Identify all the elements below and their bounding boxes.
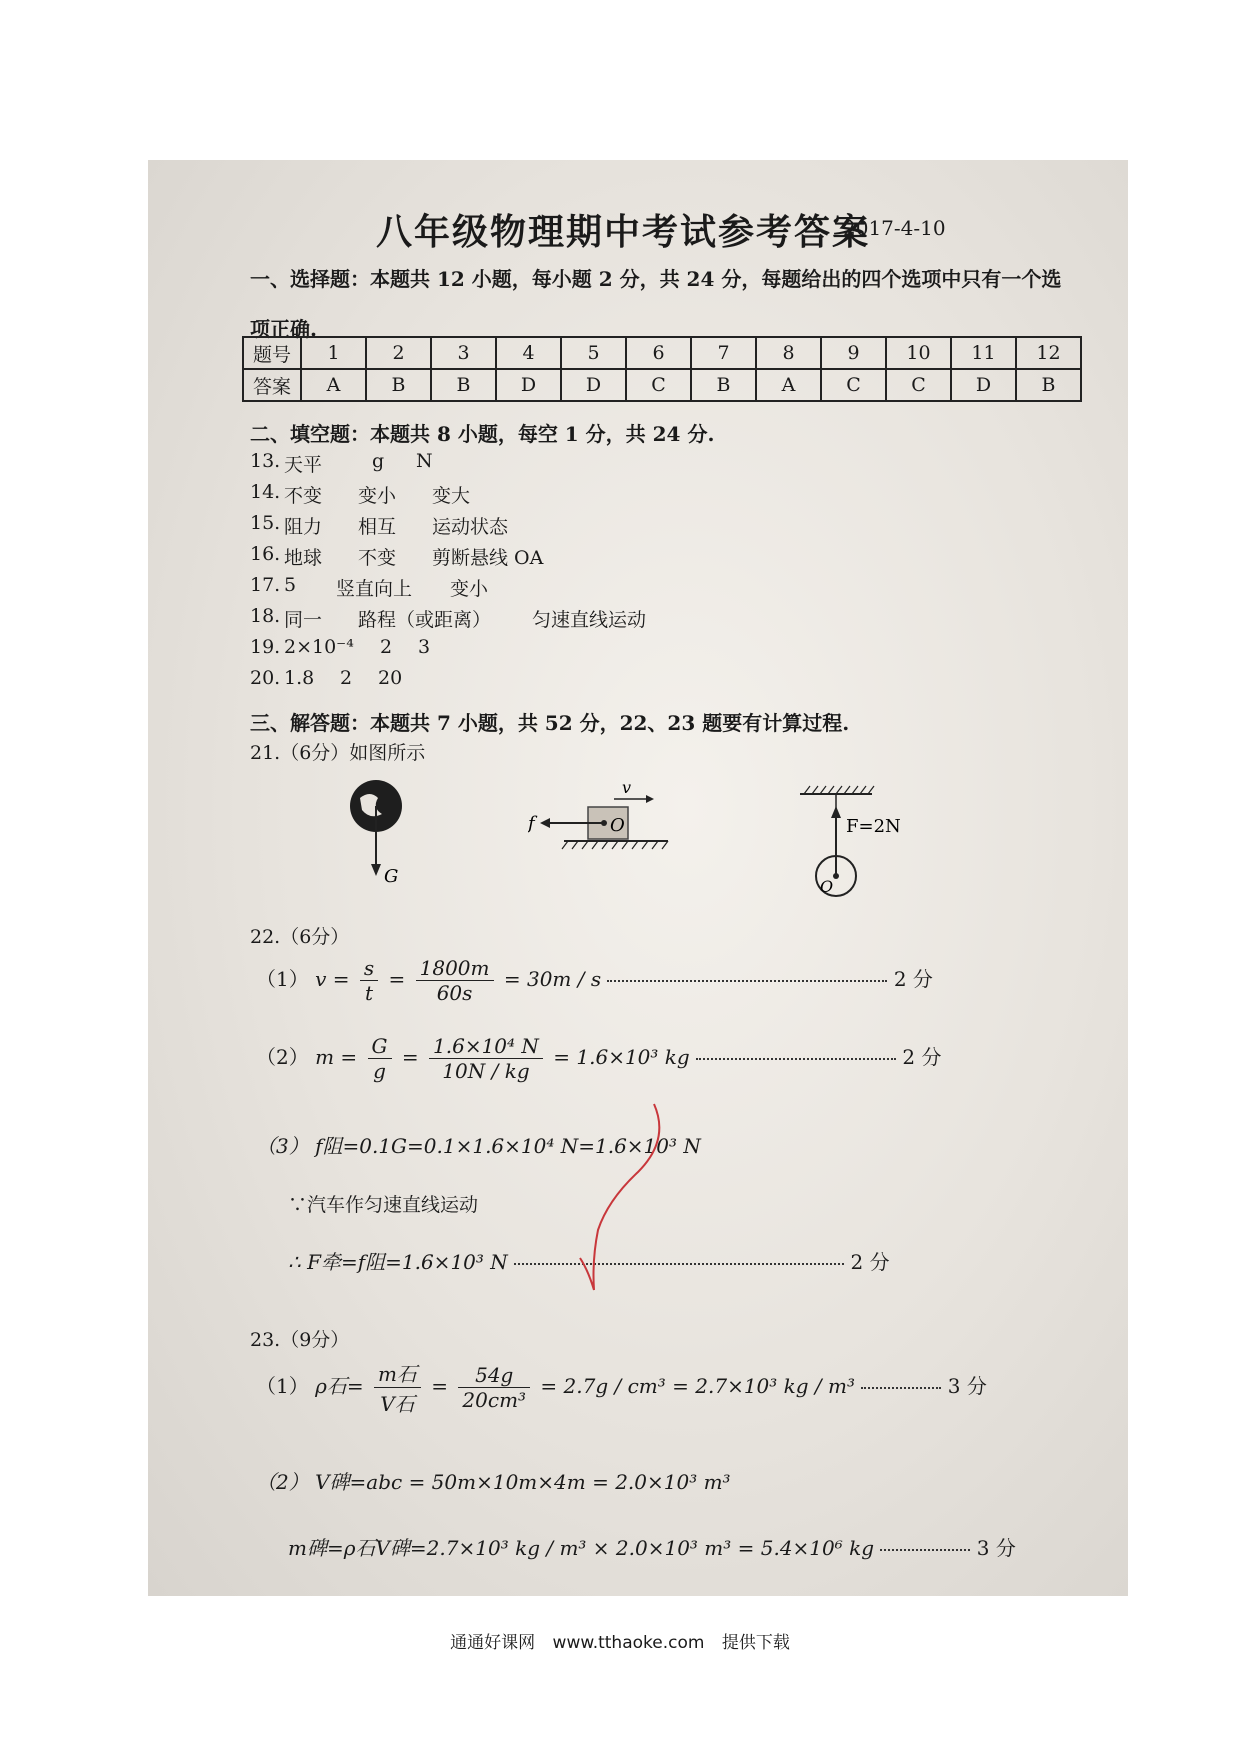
answer-blank: 天平 bbox=[284, 454, 323, 476]
score: 2 分 bbox=[902, 1045, 942, 1069]
table-cell: A bbox=[756, 369, 821, 401]
fraction bbox=[368, 1034, 392, 1083]
score: 2 分 bbox=[850, 1250, 890, 1274]
table-cell: D bbox=[951, 369, 1016, 401]
answer-blank: 变小 bbox=[450, 578, 489, 600]
answer-blank: 不变 bbox=[284, 485, 323, 507]
formula-result: = 2.7g / cm³ = 2.7×10³ kg / m³ bbox=[540, 1374, 856, 1398]
score: 3 分 bbox=[976, 1536, 1016, 1560]
formula-lhs: v = bbox=[315, 967, 350, 991]
fraction-numerator: s bbox=[360, 956, 378, 981]
figure-ball-gravity bbox=[348, 780, 428, 890]
dot-leader bbox=[861, 1387, 941, 1389]
answer-blank: 阻力 bbox=[284, 516, 323, 538]
table-cell: B bbox=[431, 369, 496, 401]
fraction bbox=[416, 956, 494, 1005]
formula: ∴ F牵=f阻=1.6×10³ N bbox=[288, 1250, 508, 1274]
part-tag: （2） bbox=[256, 1045, 309, 1069]
table-cell: 10 bbox=[886, 337, 951, 369]
fill-item bbox=[250, 450, 433, 476]
table-row-label: 答案 bbox=[243, 369, 301, 401]
answer-blank: g bbox=[372, 450, 385, 472]
fraction-denominator: g bbox=[373, 1059, 386, 1083]
table-cell: 7 bbox=[691, 337, 756, 369]
answer-blank: 匀速直线运动 bbox=[532, 609, 647, 631]
exam-date: 2017-4-10 bbox=[843, 216, 946, 240]
answer-blank: N bbox=[416, 450, 433, 472]
fill-item bbox=[250, 574, 489, 600]
fill-item bbox=[250, 481, 471, 507]
footer-site-name: 通通好课网 bbox=[450, 1633, 536, 1653]
tension-label: F=2N bbox=[846, 816, 901, 837]
item-number: 16. bbox=[250, 543, 281, 565]
friction-label: f bbox=[528, 813, 535, 834]
table-cell: 11 bbox=[951, 337, 1016, 369]
answer-blank: 相互 bbox=[358, 516, 397, 538]
block-origin-label: O bbox=[610, 815, 625, 836]
answer-blank: 变大 bbox=[432, 485, 471, 507]
formula-lhs: ρ石= bbox=[315, 1374, 364, 1398]
fraction-numerator: G bbox=[368, 1034, 392, 1059]
velocity-label: v bbox=[622, 778, 632, 797]
answer-blank: 运动状态 bbox=[432, 516, 509, 538]
ground-hatch bbox=[562, 841, 668, 849]
table-cell: C bbox=[821, 369, 886, 401]
item-number: 15. bbox=[250, 512, 281, 534]
answer-blank: 路程（或距离） bbox=[358, 609, 492, 631]
item-number: 18. bbox=[250, 605, 281, 627]
table-row-numbers bbox=[243, 337, 1081, 369]
score: 2 分 bbox=[893, 967, 933, 991]
answer-blank: 不变 bbox=[358, 547, 397, 569]
hanging-ball-center bbox=[833, 873, 839, 879]
answer-blank: 剪断悬线 OA bbox=[432, 547, 544, 569]
answer-blank: 20 bbox=[378, 667, 403, 689]
dot-leader bbox=[880, 1549, 970, 1551]
q22-part1: （1） v = $\frac{s}{t}$ = $\frac{1800m}{60s}$ = 30m / s 2 分 bbox=[256, 956, 933, 1005]
q22-part3-line2: ∵汽车作匀速直线运动 bbox=[288, 1194, 479, 1216]
table-cell: D bbox=[496, 369, 561, 401]
formula-result: = 1.6×10³ kg bbox=[553, 1045, 690, 1069]
score: 3 分 bbox=[947, 1374, 987, 1398]
table-cell: 9 bbox=[821, 337, 886, 369]
footer bbox=[0, 1628, 1240, 1653]
page-title: 八年级物理期中考试参考答案 bbox=[376, 211, 871, 253]
fraction-numerator: 1.6×10⁴ N bbox=[429, 1034, 543, 1059]
answer-blank: 竖直向上 bbox=[336, 578, 413, 600]
answer-blank: 1.8 bbox=[284, 667, 315, 689]
table-cell: C bbox=[626, 369, 691, 401]
fraction-numerator: 54g bbox=[458, 1363, 530, 1388]
q22-label: 22.（6分） bbox=[250, 926, 350, 948]
fill-item bbox=[250, 605, 647, 631]
q23-part2-line1: （2） V碑=abc = 50m×10m×4m = 2.0×10³ m³ bbox=[256, 1470, 731, 1494]
tension-arrowhead bbox=[831, 806, 841, 818]
friction-arrowhead bbox=[540, 818, 550, 828]
table-cell: C bbox=[886, 369, 951, 401]
dot-leader bbox=[607, 980, 887, 982]
q23-part1: （1） ρ石= $\frac{\text{m石}}{\text{V石}}$ = $\frac{54g}{\text{20cm³}}$ = 2.7g / cm³ = 2.7×10³ kg / m³ 3 分 bbox=[256, 1358, 987, 1417]
part-tag: （1） bbox=[256, 1374, 309, 1398]
formula-lhs: m = bbox=[315, 1045, 358, 1069]
fraction bbox=[360, 956, 378, 1005]
table-cell: 5 bbox=[561, 337, 626, 369]
fraction bbox=[458, 1363, 530, 1412]
answer-blank: 变小 bbox=[358, 485, 397, 507]
gravity-label: G bbox=[384, 866, 399, 887]
footer-url[interactable]: www.tthaoke.com bbox=[552, 1633, 705, 1653]
hanging-ball-origin-label: O bbox=[820, 877, 834, 896]
table-cell: 8 bbox=[756, 337, 821, 369]
fraction-denominator: 10N / kg bbox=[442, 1059, 530, 1083]
section1-heading-cont: 项正确. bbox=[250, 317, 317, 341]
fill-item bbox=[250, 667, 403, 689]
table-cell: 12 bbox=[1016, 337, 1081, 369]
q22-part2: （2） m = $\frac{G}{g}$ = $\frac{\text{1.6×10⁴ N}}{10N / kg}$ = 1.6×10³ kg 2 分 bbox=[256, 1034, 942, 1083]
table-cell: 4 bbox=[496, 337, 561, 369]
fraction-denominator: t bbox=[364, 981, 374, 1005]
item-number: 17. bbox=[250, 574, 281, 596]
velocity-arrowhead bbox=[646, 795, 654, 803]
item-number: 19. bbox=[250, 636, 281, 658]
answer-blank: 5 bbox=[284, 574, 297, 596]
section3-heading: 三、解答题：本题共 7 小题，共 52 分，22、23 题要有计算过程. bbox=[250, 711, 850, 735]
fraction bbox=[429, 1034, 543, 1083]
table-cell: A bbox=[301, 369, 366, 401]
table-row-answers bbox=[243, 369, 1081, 401]
item-number: 13. bbox=[250, 450, 281, 472]
figure-block-friction bbox=[528, 775, 688, 855]
formula: m碑=ρ石V碑=2.7×10³ kg / m³ × 2.0×10³ m³ = 5.4×10⁶ kg bbox=[288, 1536, 875, 1560]
answer-blank: 2×10⁻⁴ bbox=[284, 636, 354, 658]
fraction-denominator: V石 bbox=[380, 1392, 415, 1416]
q22-part3-line1: （3） f阻=0.1G=0.1×1.6×10⁴ N=1.6×10³ N bbox=[256, 1134, 701, 1158]
fraction bbox=[374, 1358, 421, 1417]
answer-blank: 地球 bbox=[284, 547, 323, 569]
fraction-denominator: 60s bbox=[436, 981, 473, 1005]
table-cell: B bbox=[366, 369, 431, 401]
table-cell: B bbox=[691, 369, 756, 401]
table-cell: D bbox=[561, 369, 626, 401]
table-cell: 3 bbox=[431, 337, 496, 369]
answer-blank: 2 bbox=[380, 636, 393, 658]
footer-suffix: 提供下载 bbox=[721, 1633, 790, 1653]
table-cell: 1 bbox=[301, 337, 366, 369]
fill-item bbox=[250, 636, 431, 658]
ceiling-hatch bbox=[804, 786, 874, 794]
answer-blank: 3 bbox=[418, 636, 431, 658]
grading-check-mark bbox=[558, 1100, 678, 1300]
table-cell: B bbox=[1016, 369, 1081, 401]
fill-item bbox=[250, 543, 544, 569]
fraction-numerator: m石 bbox=[374, 1358, 421, 1388]
dot-leader bbox=[696, 1058, 896, 1060]
fraction-numerator: 1800m bbox=[416, 956, 494, 981]
section1-heading: 一、选择题：本题共 12 小题，每小题 2 分，共 24 分，每题给出的四个选项中只有一个选 bbox=[250, 267, 1062, 291]
check-stroke bbox=[580, 1104, 659, 1290]
fill-item bbox=[250, 512, 509, 538]
q23-part2-line2 bbox=[288, 1532, 1016, 1561]
answer-table bbox=[242, 336, 1082, 402]
section2-heading: 二、填空题：本题共 8 小题，每空 1 分，共 24 分. bbox=[250, 422, 715, 446]
answer-blank: 2 bbox=[340, 667, 353, 689]
gravity-arrowhead bbox=[371, 864, 381, 876]
answer-blank: 同一 bbox=[284, 609, 323, 631]
table-cell: 6 bbox=[626, 337, 691, 369]
table-row-label: 题号 bbox=[243, 337, 301, 369]
figure-hanging-ball bbox=[798, 780, 938, 900]
item-number: 14. bbox=[250, 481, 281, 503]
answer-sheet-photo bbox=[148, 160, 1128, 1596]
q21-label: 21.（6分）如图所示 bbox=[250, 742, 426, 764]
formula-result: = 30m / s bbox=[503, 967, 602, 991]
q23-label: 23.（9分） bbox=[250, 1329, 350, 1351]
part-tag: （1） bbox=[256, 967, 309, 991]
table-cell: 2 bbox=[366, 337, 431, 369]
fraction-denominator: 20cm³ bbox=[462, 1388, 527, 1412]
item-number: 20. bbox=[250, 667, 281, 689]
